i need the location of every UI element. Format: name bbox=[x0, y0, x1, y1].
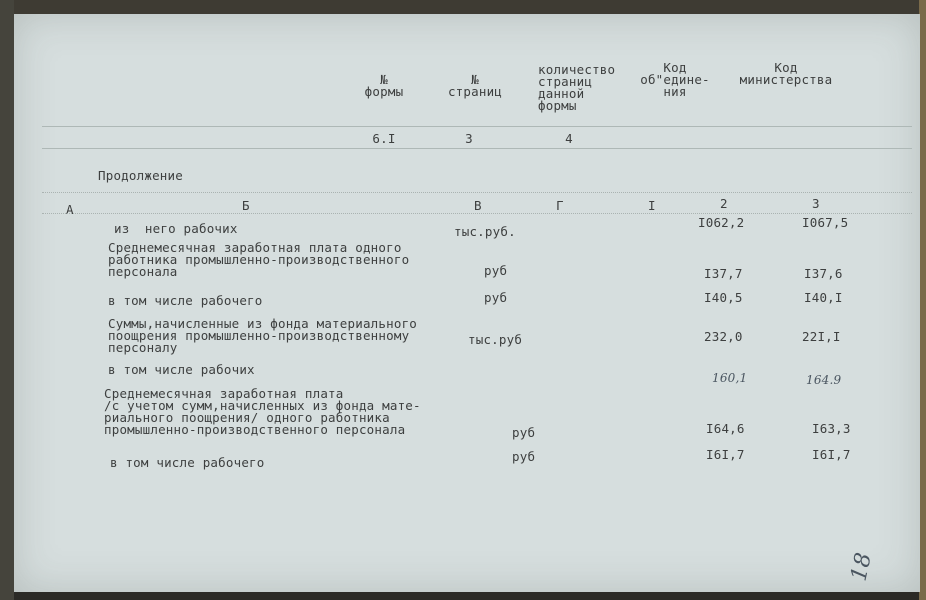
continuation-label: Продолжение bbox=[98, 168, 183, 183]
row-unit: руб bbox=[484, 290, 508, 305]
header-count-label: количество страниц данной формы bbox=[538, 62, 616, 113]
document-left-edge bbox=[0, 0, 14, 600]
row-label: Суммы,начисленные из фонда материального поощрения промышленно-производственному персоналу bbox=[108, 316, 418, 355]
row-label: Среднемесячная заработная плата /с учетом сумм,начисленных из фонда мате- риального поощрения/ одного работника промышленно-производственного персонала bbox=[104, 386, 421, 437]
row-unit: тыс.руб. bbox=[454, 224, 516, 239]
row-value-col2: I6I,7 bbox=[706, 447, 745, 462]
row-value-col3: I37,6 bbox=[804, 266, 843, 281]
row-value-col3: I067,5 bbox=[802, 215, 849, 230]
column-v-header: В bbox=[474, 198, 482, 213]
column-b-header: Б bbox=[242, 198, 250, 213]
count-value: 4 bbox=[565, 131, 573, 146]
row-value-col3: I63,3 bbox=[812, 421, 851, 436]
row-value-col2: I37,7 bbox=[704, 266, 743, 281]
document-top-edge bbox=[0, 0, 926, 14]
row-unit: руб bbox=[512, 425, 536, 440]
table-rule-columns bbox=[42, 213, 912, 214]
row-label: в том числе рабочих bbox=[108, 362, 255, 377]
column-2-header: 2 bbox=[720, 196, 728, 211]
row-unit: руб bbox=[484, 263, 508, 278]
row-value-col2: I40,5 bbox=[704, 290, 743, 305]
form-number-value: 6.I bbox=[372, 131, 396, 146]
row-value-col3-handwritten: 164.9 bbox=[806, 373, 842, 387]
row-value-col3: 22I,I bbox=[802, 329, 841, 344]
row-value-col2: I062,2 bbox=[698, 215, 745, 230]
table-rule-top bbox=[42, 192, 912, 193]
column-a-header: А bbox=[66, 202, 74, 217]
page-number-handwritten: 18 bbox=[846, 550, 877, 584]
document-right-edge bbox=[919, 0, 926, 600]
row-label: Среднемесячная заработная плата одного работника промышленно-производственного персонала bbox=[108, 240, 410, 279]
column-1-header: I bbox=[648, 198, 656, 213]
row-unit: тыс.руб bbox=[468, 332, 523, 347]
column-g-header: Г bbox=[556, 198, 564, 213]
row-value-col2-handwritten: 160,1 bbox=[712, 371, 748, 385]
header-ministry-code-label: Код министерства bbox=[739, 60, 833, 87]
row-label: в том числе рабочего bbox=[110, 455, 265, 470]
row-label: из него рабочих bbox=[114, 221, 238, 236]
header-pages-label: № страниц bbox=[447, 72, 503, 99]
row-value-col2: 232,0 bbox=[704, 329, 743, 344]
row-value-col2: I64,6 bbox=[706, 421, 745, 436]
header-rule-top bbox=[42, 126, 912, 127]
column-3-header: 3 bbox=[812, 196, 820, 211]
pages-number-value: 3 bbox=[465, 131, 473, 146]
row-value-col3: I6I,7 bbox=[812, 447, 851, 462]
row-unit: руб bbox=[512, 449, 536, 464]
header-form-label: № формы bbox=[364, 72, 404, 99]
row-label: в том числе рабочего bbox=[108, 293, 263, 308]
header-rule-bottom bbox=[42, 148, 912, 149]
header-union-code-label: Код об"едине- ния bbox=[640, 60, 710, 99]
document-page bbox=[14, 14, 920, 592]
row-value-col3: I40,I bbox=[804, 290, 843, 305]
